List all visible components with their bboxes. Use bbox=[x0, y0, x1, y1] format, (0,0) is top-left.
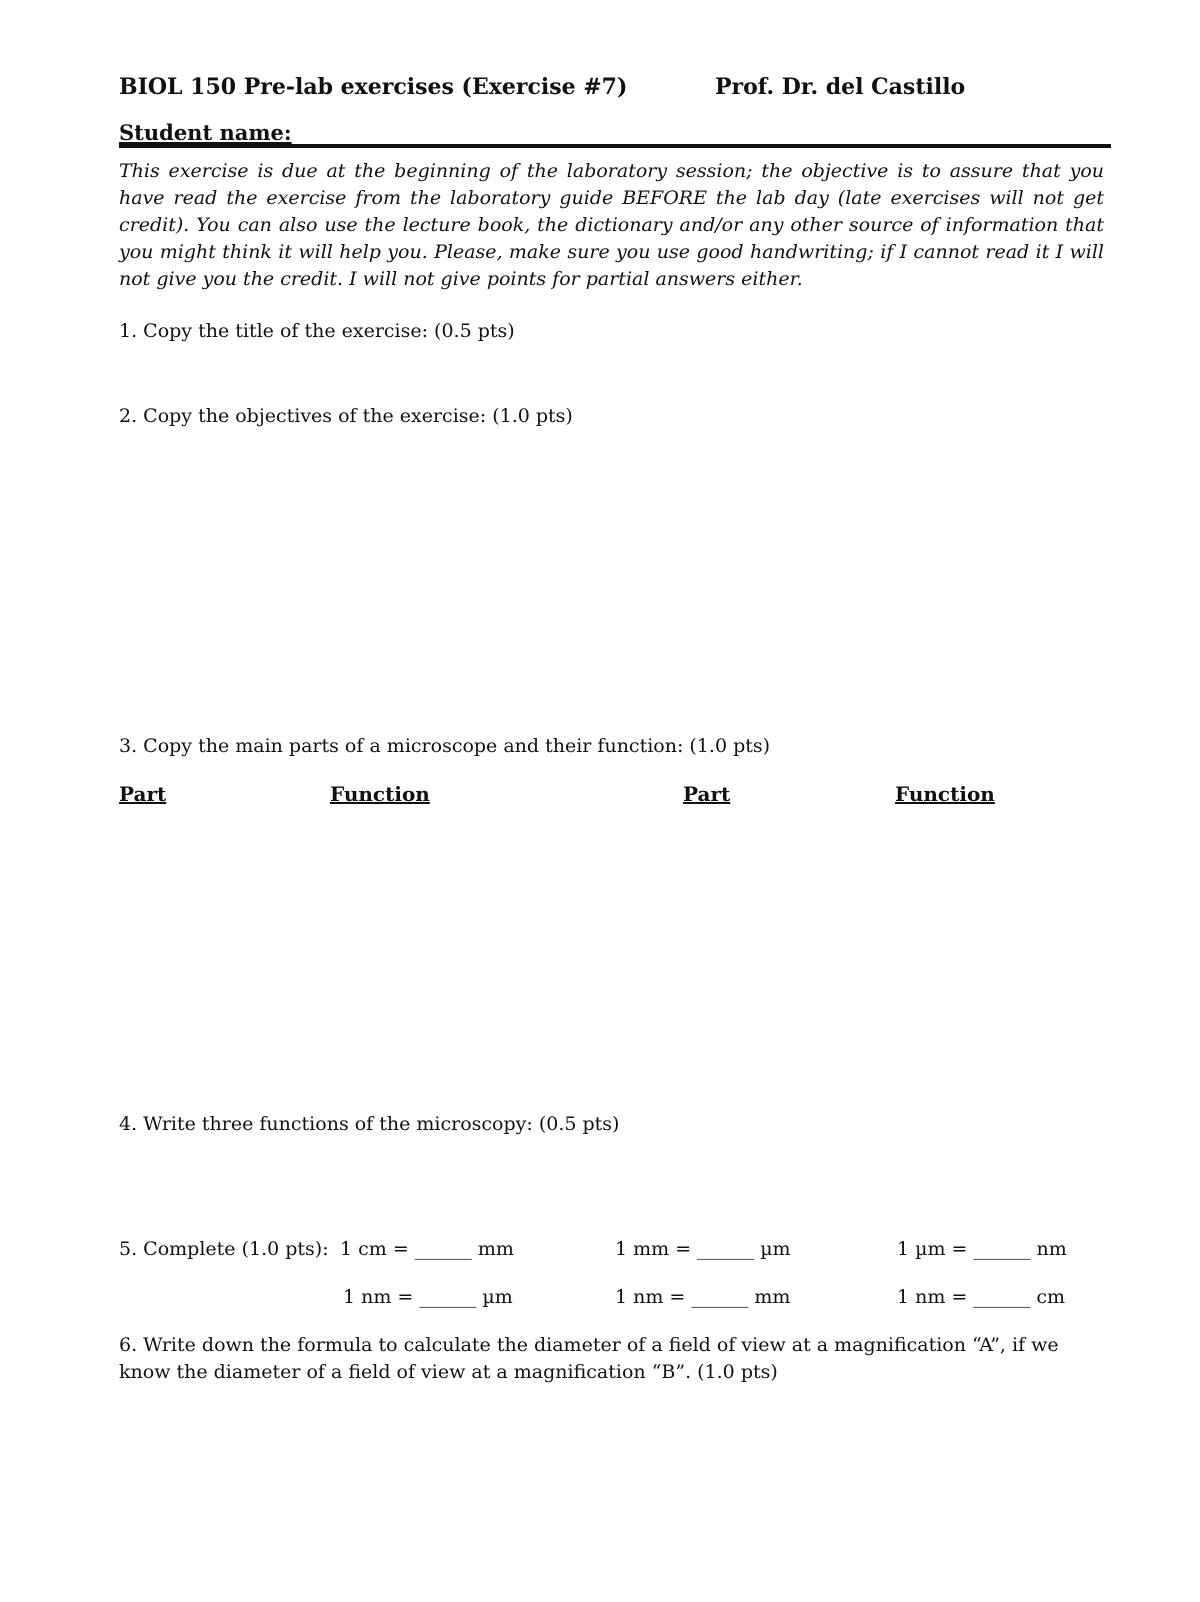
student-name-label: Student name: bbox=[119, 120, 292, 145]
course-title: BIOL 150 Pre-lab exercises (Exercise #7) bbox=[119, 74, 628, 100]
question-6: 6. Write down the formula to calculate the diameter of a field of view at a magnification “A”, if we know the diameter of a field of view at a magnification “B”. (1.0 pts) bbox=[119, 1334, 1059, 1383]
conversion-nm-cm: 1 nm = ______ cm bbox=[897, 1286, 1066, 1308]
question-3: 3. Copy the main parts of a microscope and their function: (1.0 pts) bbox=[119, 735, 771, 757]
table-header-function-2: Function bbox=[895, 782, 995, 806]
student-name-line[interactable] bbox=[119, 116, 1111, 148]
professor-name: Prof. Dr. del Castillo bbox=[715, 74, 966, 100]
table-header-part-1: Part bbox=[119, 782, 167, 806]
question-4: 4. Write three functions of the microscopy: (0.5 pts) bbox=[119, 1113, 620, 1135]
table-header-part-2: Part bbox=[683, 782, 731, 806]
question-5-label: 5. Complete (1.0 pts): bbox=[119, 1238, 329, 1260]
conversion-cm-mm: 1 cm = ______ mm bbox=[340, 1238, 514, 1260]
table-header-function-1: Function bbox=[330, 782, 430, 806]
question-1: 1. Copy the title of the exercise: (0.5 pts) bbox=[119, 320, 515, 342]
conversion-nm-mm: 1 nm = ______ mm bbox=[615, 1286, 791, 1308]
conversion-mm-um: 1 mm = ______ µm bbox=[615, 1238, 791, 1260]
conversion-um-nm: 1 µm = ______ nm bbox=[897, 1238, 1067, 1260]
instructions-paragraph: This exercise is due at the beginning of the laboratory session; the objective is to assure that you have read the exercise from the laboratory guide BEFORE the lab day (late exercises will not get credit). You can also use the lecture book, the dictionary and/or any other source of information that you might think it will help you. Please, make sure you use good handwriting; if I cannot read it I will not give you the credit. I will not give points for partial answers either. bbox=[119, 160, 1104, 290]
conversion-nm-um: 1 nm = ______ µm bbox=[343, 1286, 513, 1308]
question-2: 2. Copy the objectives of the exercise: (1.0 pts) bbox=[119, 405, 573, 427]
